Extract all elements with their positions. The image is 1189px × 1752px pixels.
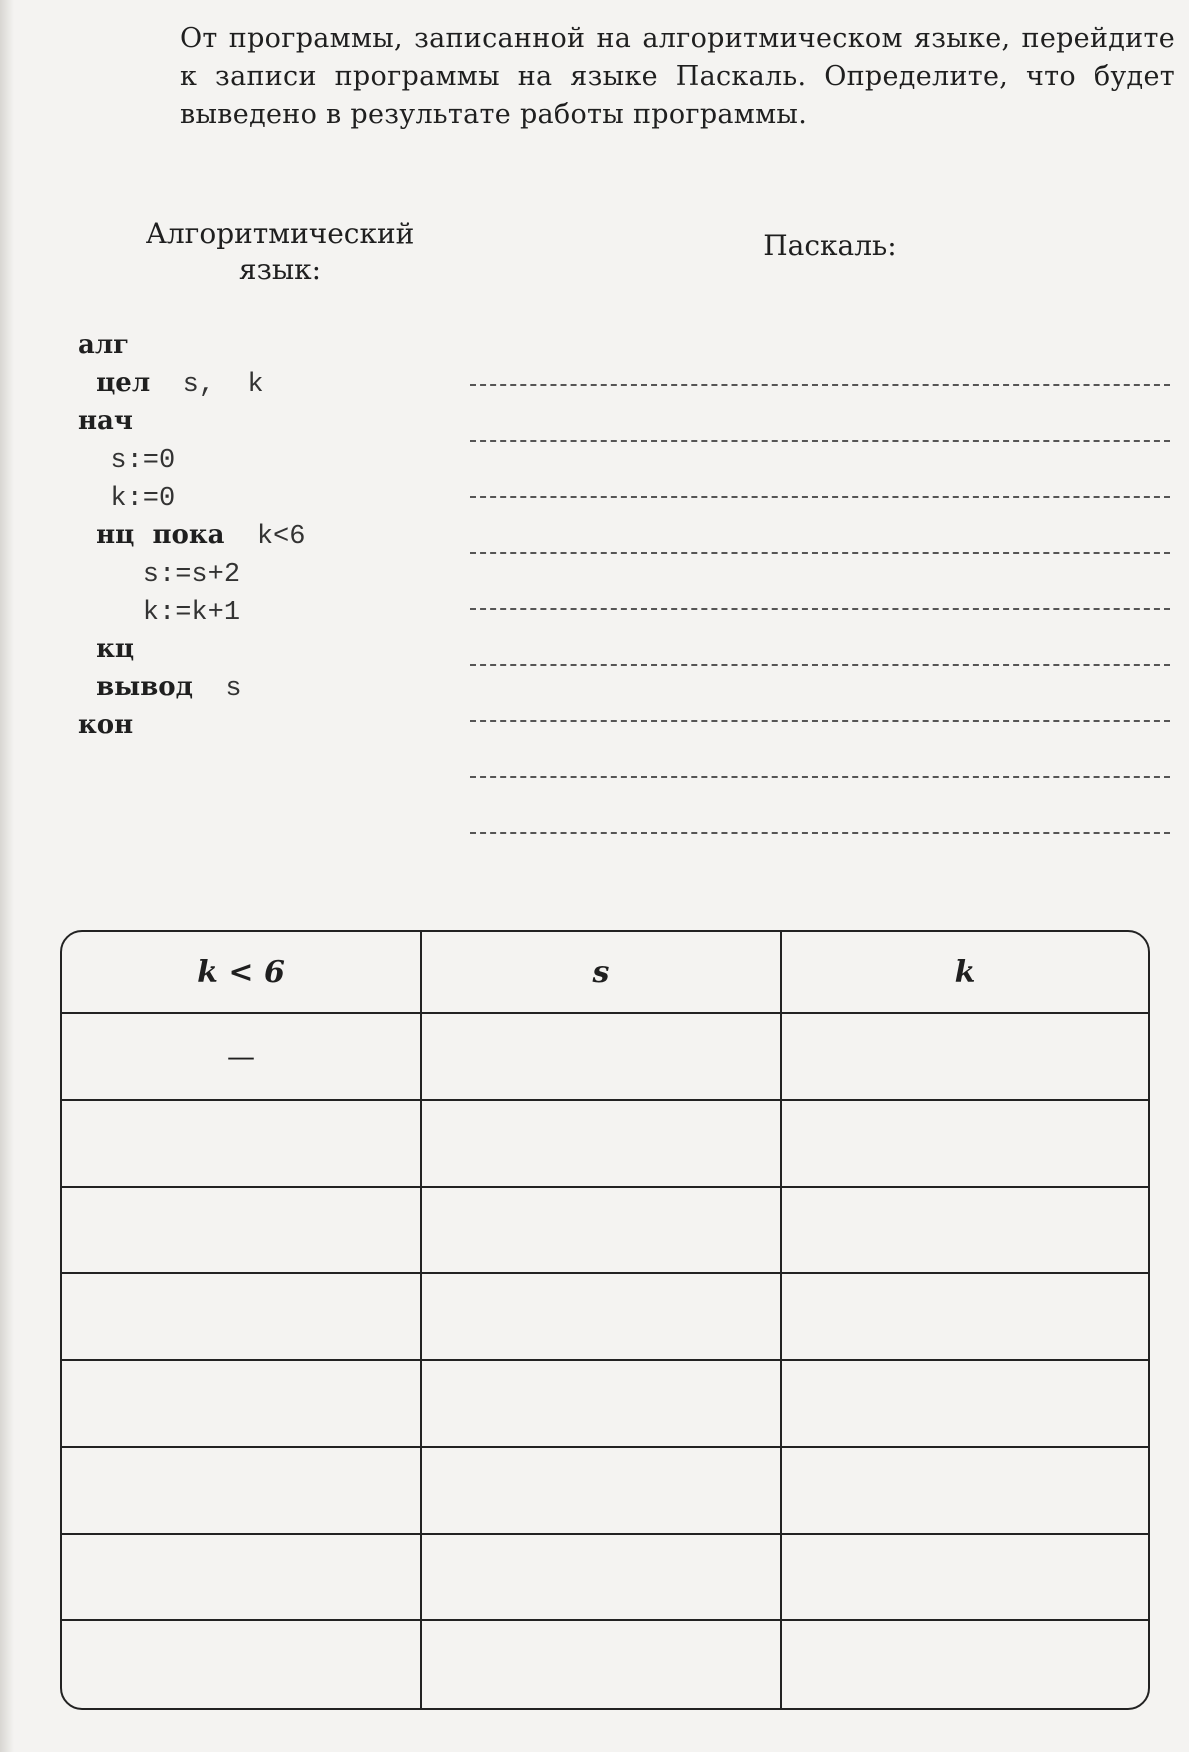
answer-line[interactable] [470, 666, 1170, 722]
answer-line[interactable] [470, 554, 1170, 610]
answer-line[interactable] [470, 610, 1170, 666]
table-cell[interactable] [782, 1448, 1148, 1535]
code-line [78, 326, 305, 364]
code-line [78, 668, 305, 706]
pascal-answer-lines [470, 330, 1170, 834]
answer-line[interactable] [470, 778, 1170, 834]
code-line [78, 592, 305, 630]
table-cell[interactable] [62, 1621, 422, 1708]
table-cell[interactable]: — [62, 1014, 422, 1101]
code-argument: k:=0 [78, 484, 176, 514]
task-instruction: От программы, записанной на алгоритмическом языке, перейдите к записи программы на языке Паскаль. Определите, что будет выведено в результате работы программы. [180, 23, 1175, 130]
code-line [78, 402, 305, 440]
table-cell[interactable] [782, 1274, 1148, 1361]
table-cell[interactable] [422, 1361, 782, 1448]
scan-edge [0, 0, 14, 1752]
table-header-cell: k [782, 932, 1148, 1014]
table-cell[interactable] [62, 1188, 422, 1275]
table-cell[interactable] [782, 1361, 1148, 1448]
pascal-header: Паскаль: [763, 229, 897, 262]
table-cell[interactable] [422, 1274, 782, 1361]
code-keyword: кон [78, 710, 134, 740]
algo-header-line-1: Алгоритмический [145, 217, 415, 250]
table-cell[interactable] [422, 1621, 782, 1708]
code-line [78, 706, 305, 744]
table-header-cell: k < 6 [62, 932, 422, 1014]
answer-line[interactable] [470, 498, 1170, 554]
code-line [78, 554, 305, 592]
code-line [78, 440, 305, 478]
code-keyword: нач [78, 406, 133, 436]
answer-line[interactable] [470, 722, 1170, 778]
code-argument: k<6 [224, 522, 306, 552]
table-cell[interactable] [62, 1274, 422, 1361]
code-line [78, 478, 305, 516]
table-cell[interactable] [62, 1535, 422, 1622]
code-keyword: кц [78, 634, 135, 664]
table-cell[interactable] [422, 1014, 782, 1101]
table-cell[interactable] [62, 1448, 422, 1535]
code-argument: s [192, 674, 242, 704]
code-keyword: нц пока [78, 520, 225, 550]
table-cell[interactable] [62, 1101, 422, 1188]
code-keyword: алг [78, 330, 130, 360]
table-cell[interactable] [422, 1535, 782, 1622]
algo-language-header [110, 216, 450, 288]
table-cell[interactable] [782, 1535, 1148, 1622]
table-cell[interactable] [422, 1448, 782, 1535]
table-cell[interactable] [422, 1188, 782, 1275]
table-header-cell: s [422, 932, 782, 1014]
answer-line[interactable] [470, 386, 1170, 442]
code-argument: s:=s+2 [78, 560, 241, 590]
answer-line[interactable] [470, 330, 1170, 386]
code-argument: s, k [150, 370, 264, 400]
table-cell[interactable] [782, 1621, 1148, 1708]
trace-table [60, 930, 1150, 1710]
table-cell[interactable] [782, 1188, 1148, 1275]
answer-line[interactable] [470, 442, 1170, 498]
table-cell[interactable] [62, 1361, 422, 1448]
code-argument: s:=0 [78, 446, 176, 476]
code-line [78, 630, 305, 668]
table-cell[interactable] [422, 1101, 782, 1188]
code-keyword: вывод [78, 672, 193, 702]
algorithm-code [78, 326, 305, 744]
code-line [78, 516, 305, 554]
code-line [78, 364, 305, 402]
table-cell[interactable] [782, 1101, 1148, 1188]
algo-header-line-2: язык: [238, 253, 322, 286]
table-cell[interactable] [782, 1014, 1148, 1101]
code-keyword: цел [78, 368, 151, 398]
code-argument: k:=k+1 [78, 598, 241, 628]
